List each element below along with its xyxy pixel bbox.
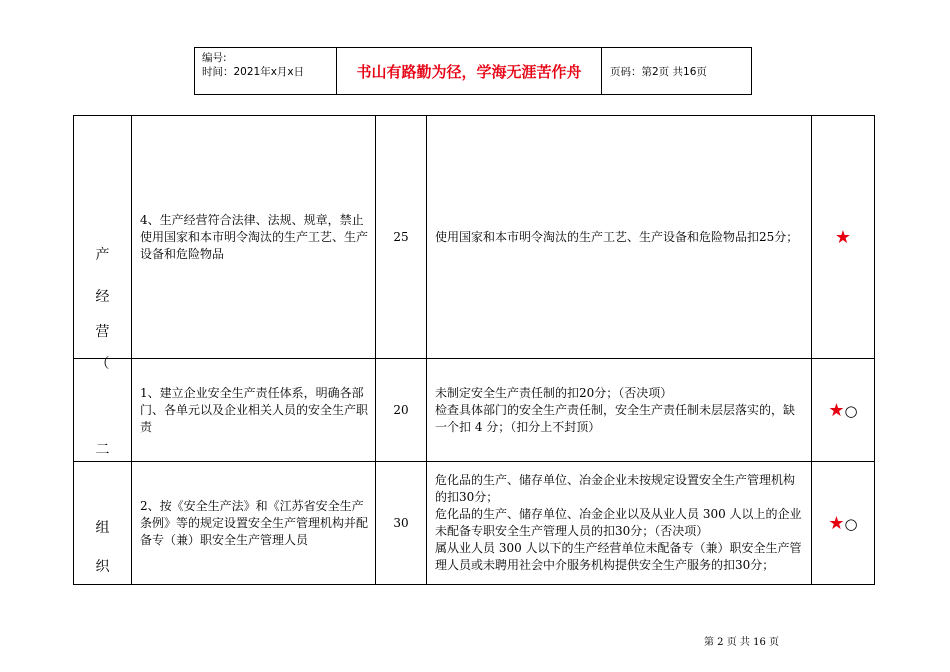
deduct-line: 未制定安全生产责任制的扣20分；（否决项） xyxy=(435,385,673,400)
item-text: 4、生产经营符合法律、法规、规章，禁止使用国家和本市明令淘汰的生产工艺、生产设备和危险物品 xyxy=(132,116,376,359)
deduct-line: 检查具体部门的安全生产责任制，安全生产责任制未层层落实的，缺一个扣 4 分；（扣分上不封顶） xyxy=(435,402,796,434)
page-header xyxy=(194,47,752,95)
page-footer: 第 2 页 共 16 页 xyxy=(704,637,779,648)
header-page-label: 页码：第2页 共16页 xyxy=(610,65,707,78)
deduct-line: 属从业人员 300 人以下的生产经营单位未配备专（兼）职安全生产管理人员或未聘用社会中介服务机构提供安全生产服务的扣30分； xyxy=(435,541,802,572)
category-cell xyxy=(74,356,132,462)
header-info xyxy=(195,48,337,94)
deduct-cell xyxy=(427,116,812,359)
category-char: 产 xyxy=(95,247,110,263)
mark-cell xyxy=(812,462,875,585)
category-cell xyxy=(74,116,132,359)
star-icon: ★ xyxy=(828,512,845,534)
deduct-cell xyxy=(427,462,812,585)
category-char: （ xyxy=(95,356,110,372)
deduct-line: 使用国家和本市明令淘汰的生产工艺、生产设备和危险物品扣25分； xyxy=(435,229,799,244)
score-cell: 30 xyxy=(376,462,427,585)
table-row xyxy=(74,116,875,359)
category-char: 经 xyxy=(95,289,110,305)
circle-icon: ○ xyxy=(844,514,858,533)
time-label: 时间：2021年x月x日 xyxy=(202,66,305,78)
table-row xyxy=(74,359,875,462)
score-cell: 20 xyxy=(376,359,427,462)
item-text: 2、按《安全生产法》和《江苏省安全生产条例》等的规定设置安全生产管理机构并配备专（兼）职安全生产管理人员 xyxy=(132,462,376,585)
star-icon: ★ xyxy=(834,226,852,248)
star-icon: ★ xyxy=(828,399,845,421)
category-char: 组 xyxy=(95,520,110,536)
deduct-cell xyxy=(427,359,812,462)
item-text: 1、建立企业安全生产责任体系，明确各部门、各单元以及企业相关人员的安全生产职责 xyxy=(132,359,376,462)
score-cell: 25 xyxy=(376,116,427,359)
category-cell xyxy=(74,462,132,585)
inspection-table xyxy=(73,115,875,585)
mark-cell xyxy=(812,116,875,359)
circle-icon: ○ xyxy=(844,401,858,420)
deduct-line: 危化品的生产、储存单位、冶金企业以及从业人员 300 人以上的企业未配备专职安全生产管理人员的扣30分；（否决项） xyxy=(435,507,802,538)
category-char: 织 xyxy=(95,559,110,575)
table-row xyxy=(74,462,875,585)
deduct-line: 危化品的生产、储存单位、冶金企业未按规定设置安全生产管理机构的扣30分； xyxy=(435,473,796,504)
number-label: 编号: xyxy=(202,52,227,64)
category-char: 营 xyxy=(95,324,110,340)
category-char: 二 xyxy=(95,442,110,458)
mark-cell xyxy=(812,359,875,462)
header-motto: 书山有路勤为径，学海无涯苦作舟 xyxy=(337,48,602,94)
